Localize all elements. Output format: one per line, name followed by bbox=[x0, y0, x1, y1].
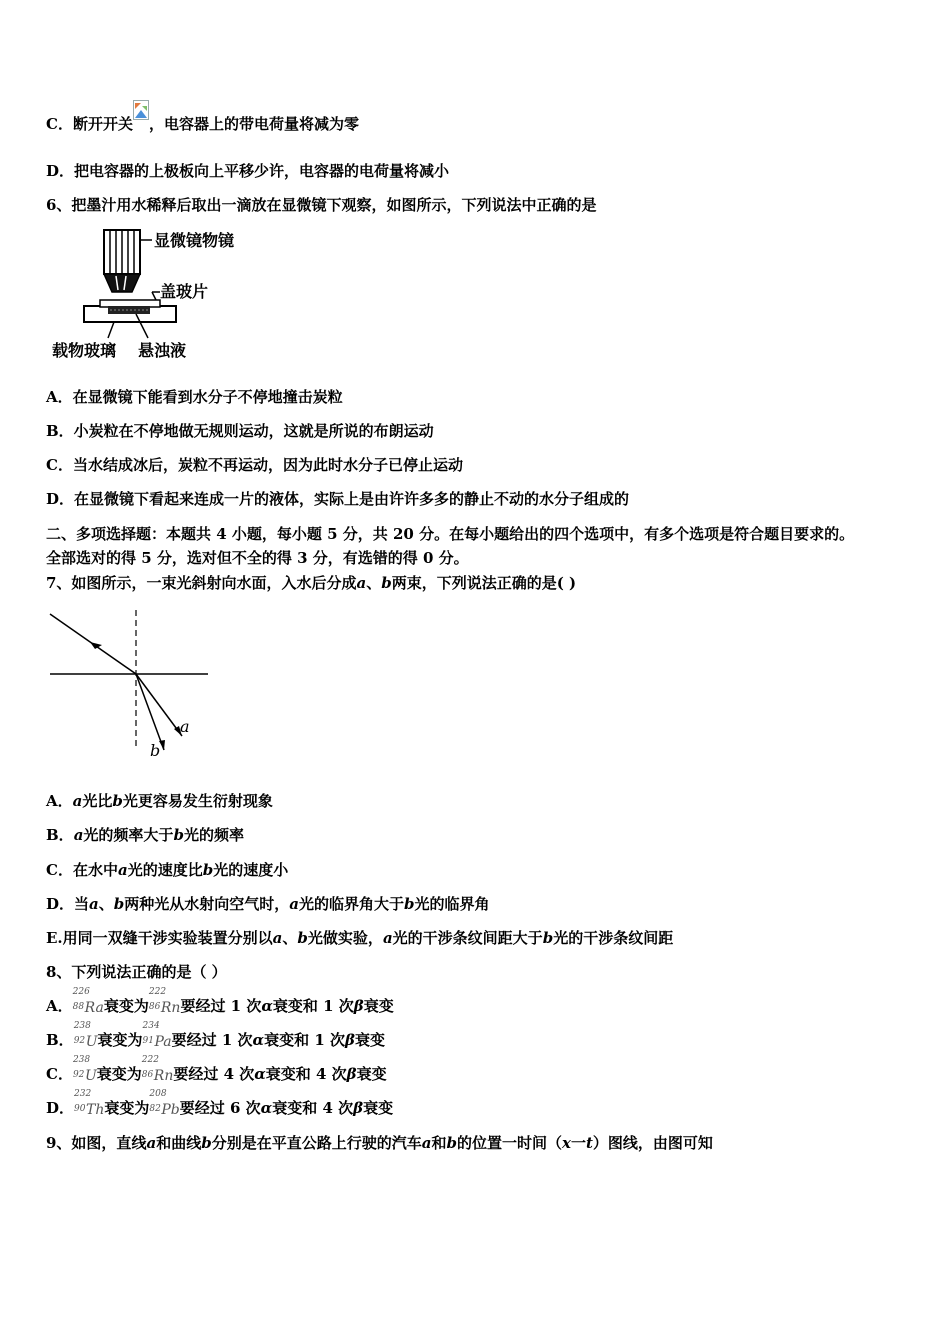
q6-option-c: C．当水结成冰后，炭粒不再运动，因为此时水分子已停止运动 bbox=[46, 456, 463, 474]
microscope-figure bbox=[52, 226, 262, 366]
nuclide-1: 232 90 Th bbox=[74, 1088, 105, 1118]
q5-option-d: D．把电容器的上极板向上平移少许，电容器的电荷量将减小 bbox=[46, 162, 450, 180]
q5-option-c: C．断开开关 ，电容器上的带电荷量将减为零 bbox=[46, 114, 359, 134]
q9-stem: 9、如图，直线a和曲线b分别是在平直公路上行驶的汽车a和b的位置一时间（x一t）图线，由图可知 bbox=[46, 1134, 713, 1152]
q7-option-e: E.用同一双缝干涉实验装置分别以a、b光做实验，a光的干涉条纹间距大于b光的干涉条纹间距 bbox=[46, 929, 674, 947]
nuclide-2: 208 82 Pb bbox=[149, 1088, 180, 1118]
nuclide-2: 234 91 Pa bbox=[142, 1020, 172, 1050]
q7-option-a: A．a光比b光更容易发生衍射现象 bbox=[46, 792, 273, 810]
q8-option-c: C． 238 92 U衰变为 222 86 Rn要经过 4 次α衰变和 4 次β衰变 bbox=[46, 1054, 387, 1084]
label-objective: 显微镜物镜 bbox=[154, 231, 235, 250]
label-suspension: 悬浊液 bbox=[138, 341, 187, 360]
section2-line1: 二、多项选择题：本题共 4 小题，每小题 5 分，共 20 分。在每小题给出的四个选项中，有多个选项是符合题目要求的。 bbox=[46, 525, 855, 543]
q8-option-a: A． 226 88 Ra衰变为 222 86 Rn要经过 1 次α衰变和 1 次β衰变 bbox=[46, 986, 394, 1016]
nuclide-1: 226 88 Ra bbox=[72, 986, 104, 1016]
nuclide-2: 222 86 Rn bbox=[148, 986, 181, 1016]
q7-option-b: B．a光的频率大于b光的频率 bbox=[46, 826, 244, 844]
label-slide: 载物玻璃 bbox=[52, 341, 117, 360]
refraction-figure bbox=[46, 608, 216, 760]
q7-stem: 7、如图所示，一束光斜射向水面，入水后分成a、b两束，下列说法正确的是( ) bbox=[46, 574, 577, 592]
label-cover-glass: 盖玻片 bbox=[160, 282, 209, 301]
section2-line2: 全部选对的得 5 分，选对但不全的得 3 分，有选错的得 0 分。 bbox=[46, 549, 469, 567]
q6-stem: 6、把墨汁用水稀释后取出一滴放在显微镜下观察，如图所示，下列说法中正确的是 bbox=[46, 196, 597, 214]
q8-option-b: B． 238 92 U衰变为 234 91 Pa要经过 1 次α衰变和 1 次β衰变 bbox=[46, 1020, 385, 1050]
nuclide-1: 238 92 U bbox=[73, 1020, 98, 1050]
q6-option-a: A．在显微镜下能看到水分子不停地撞击炭粒 bbox=[46, 388, 343, 406]
q6-option-b: B．小炭粒在不停地做无规则运动，这就是所说的布朗运动 bbox=[46, 422, 434, 440]
q8-option-d: D． 232 90 Th衰变为 208 82 Pb要经过 6 次α衰变和 4 次β衰变 bbox=[46, 1088, 394, 1118]
q6-option-d: D．在显微镜下看起来连成一片的液体，实际上是由许许多多的静止不动的水分子组成的 bbox=[46, 490, 630, 508]
q7-option-c: C．在水中a光的速度比b光的速度小 bbox=[46, 861, 289, 879]
q7-option-d: D．当a、b两种光从水射向空气时，a光的临界角大于b光的临界角 bbox=[46, 895, 490, 913]
label-ray-a: a bbox=[180, 717, 190, 736]
broken-image-icon bbox=[133, 100, 149, 120]
nuclide-1: 238 92 U bbox=[72, 1054, 97, 1084]
nuclide-2: 222 86 Rn bbox=[141, 1054, 174, 1084]
label-ray-b: b bbox=[150, 741, 161, 760]
q8-stem: 8、下列说法正确的是（ ） bbox=[46, 963, 227, 981]
